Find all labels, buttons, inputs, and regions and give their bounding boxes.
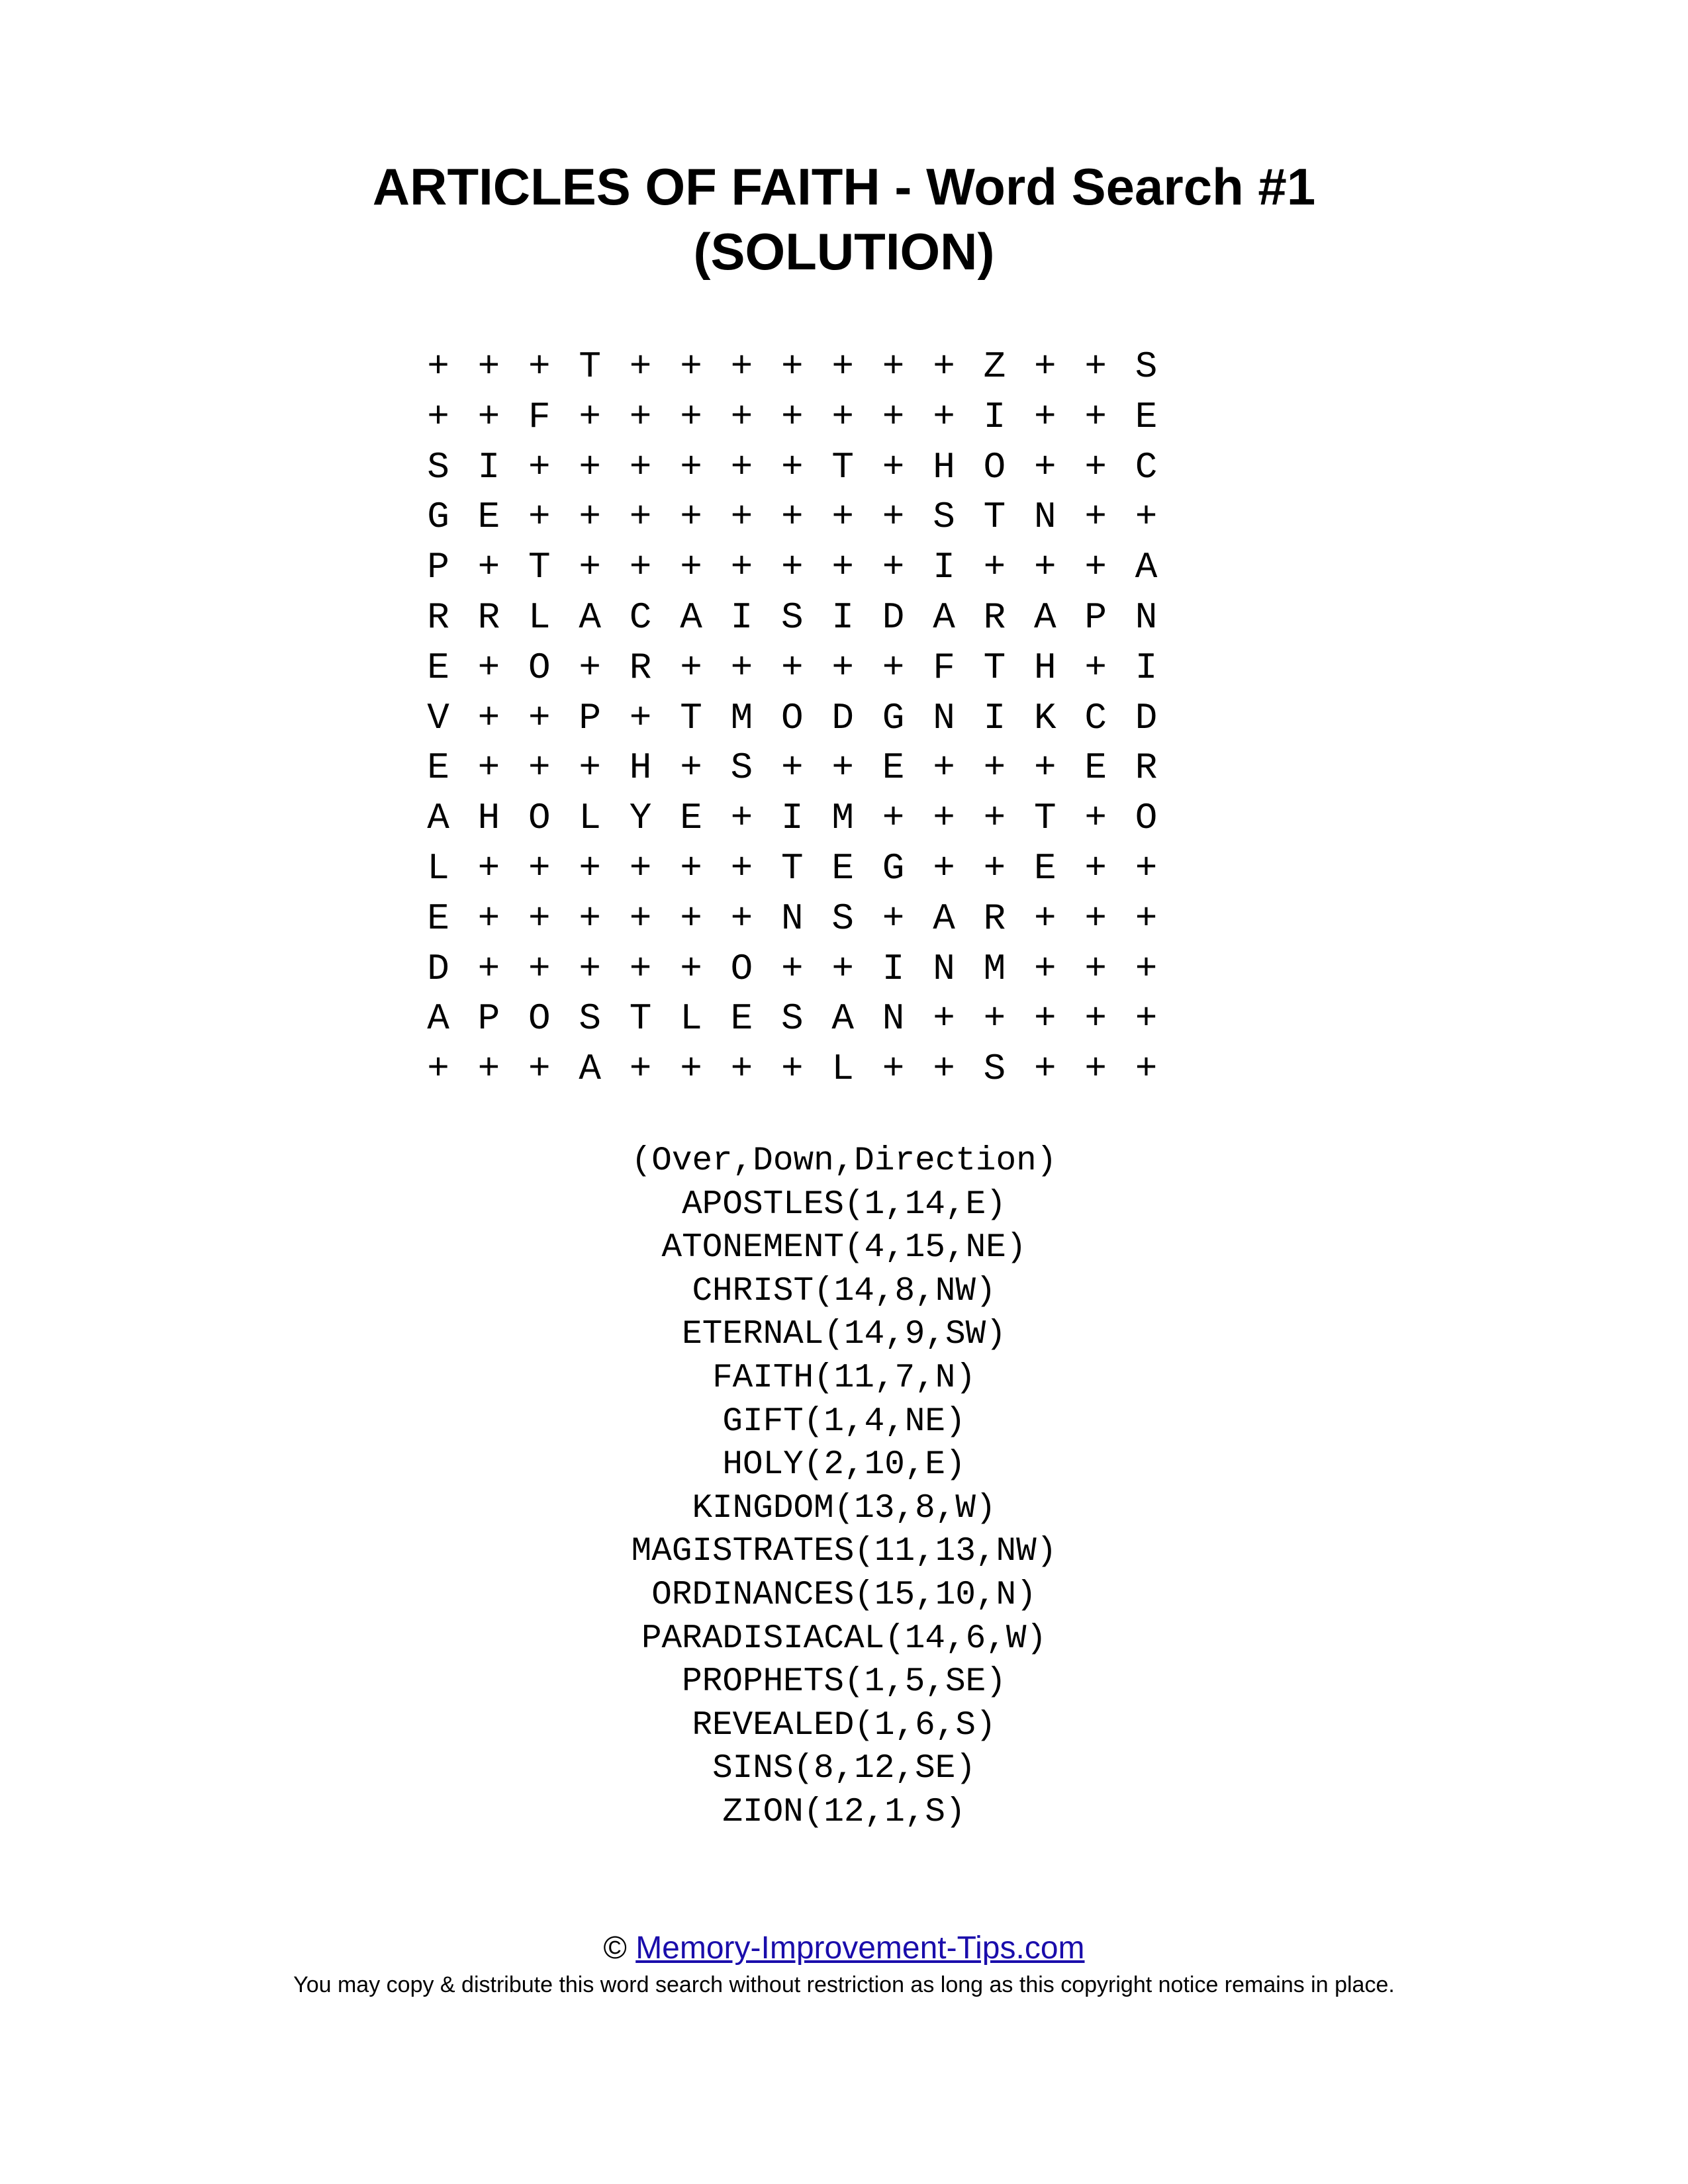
grid-cell: + — [477, 546, 500, 589]
grid-cell: R — [629, 646, 652, 689]
answer-item: REVEALED(1,6,S) — [692, 1706, 996, 1745]
grid-cell: + — [528, 345, 551, 388]
grid-cell: + — [528, 747, 551, 790]
grid-cell: H — [933, 445, 955, 488]
grid-cell: + — [528, 496, 551, 539]
grid-cell: O — [730, 947, 753, 990]
grid-cell: T — [1033, 797, 1056, 840]
grid-cell: + — [629, 947, 652, 990]
grid-cell: + — [1033, 445, 1056, 488]
grid-cell: + — [882, 646, 905, 689]
answer-key-header: (Over,Down,Direction) — [631, 1142, 1057, 1180]
grid-cell: H — [477, 797, 500, 840]
grid-cell: D — [1135, 696, 1158, 739]
answer-item: APOSTLES(1,14,E) — [682, 1185, 1006, 1224]
grid-cell: + — [680, 445, 702, 488]
grid-cell: Z — [983, 345, 1006, 388]
grid-cell: + — [882, 797, 905, 840]
grid-cell: I — [831, 596, 854, 639]
grid-cell: + — [629, 696, 652, 739]
grid-cell: P — [477, 997, 500, 1040]
grid-cell: + — [933, 395, 955, 438]
grid-cell: + — [730, 496, 753, 539]
grid-cell: + — [528, 847, 551, 889]
grid-cell: + — [427, 345, 449, 388]
grid-cell: + — [477, 696, 500, 739]
answer-item: ATONEMENT(4,15,NE) — [661, 1229, 1027, 1267]
grid-cell: D — [882, 596, 905, 639]
grid-cell: T — [680, 696, 702, 739]
grid-cell: C — [1135, 445, 1158, 488]
grid-cell: + — [730, 897, 753, 940]
website-link[interactable]: Memory-Improvement-Tips.com — [635, 1931, 1085, 1966]
grid-cell: + — [882, 1048, 905, 1091]
grid-cell: + — [477, 747, 500, 790]
grid-cell: S — [579, 997, 601, 1040]
grid-cell: A — [1135, 546, 1158, 589]
grid-cell: + — [477, 847, 500, 889]
grid-cell: + — [1033, 747, 1056, 790]
grid-cell: O — [528, 646, 551, 689]
grid-cell: A — [427, 997, 449, 1040]
grid-cell: + — [933, 797, 955, 840]
grid-cell: + — [831, 395, 854, 438]
grid-cell: O — [983, 445, 1006, 488]
grid-cell: R — [983, 596, 1006, 639]
grid-cell: R — [983, 897, 1006, 940]
grid-cell: T — [983, 646, 1006, 689]
grid-cell: + — [1135, 496, 1158, 539]
grid-cell: O — [780, 696, 804, 739]
grid-cell: E — [427, 747, 449, 790]
grid-cell: + — [983, 997, 1006, 1040]
grid-cell: + — [477, 646, 500, 689]
grid-cell: I — [882, 947, 905, 990]
grid-cell: + — [1135, 1048, 1158, 1091]
grid-cell: + — [730, 445, 753, 488]
grid-cell: A — [831, 997, 854, 1040]
grid-cell: + — [579, 646, 601, 689]
grid-cell: A — [933, 596, 955, 639]
grid-cell: E — [831, 847, 854, 889]
grid-cell: + — [629, 1048, 652, 1091]
grid-cell: + — [1084, 1048, 1107, 1091]
grid-cell: + — [1084, 947, 1107, 990]
grid-cell: + — [1033, 897, 1056, 940]
answer-item: PARADISIACAL(14,6,W) — [641, 1619, 1047, 1658]
grid-cell: T — [983, 496, 1006, 539]
grid-cell: I — [1135, 646, 1158, 689]
grid-cell: + — [680, 395, 702, 438]
answer-item: MAGISTRATES(11,13,NW) — [631, 1533, 1057, 1571]
answer-item: ZION(12,1,S) — [722, 1793, 966, 1831]
answer-item: CHRIST(14,8,NW) — [692, 1272, 996, 1310]
grid-cell: + — [1084, 546, 1107, 589]
grid-cell: Y — [629, 797, 652, 840]
grid-cell: + — [730, 546, 753, 589]
grid-cell: P — [427, 546, 449, 589]
grid-cell: + — [780, 1048, 804, 1091]
grid-cell: S — [1135, 345, 1158, 388]
grid-cell: I — [780, 797, 804, 840]
grid-cell: E — [1084, 747, 1107, 790]
grid-cell: + — [1135, 847, 1158, 889]
grid-cell: + — [1135, 997, 1158, 1040]
grid-cell: G — [882, 847, 905, 889]
grid-cell: C — [629, 596, 652, 639]
grid-cell: S — [730, 747, 753, 790]
grid-cell: + — [983, 546, 1006, 589]
grid-cell: + — [528, 897, 551, 940]
grid-cell: + — [680, 546, 702, 589]
grid-cell: + — [1084, 496, 1107, 539]
grid-cell: + — [579, 496, 601, 539]
grid-cell: + — [831, 496, 854, 539]
grid-cell: + — [1084, 646, 1107, 689]
grid-cell: + — [629, 496, 652, 539]
grid-cell: + — [730, 797, 753, 840]
grid-cell: + — [933, 747, 955, 790]
grid-cell: S — [831, 897, 854, 940]
grid-cell: + — [528, 947, 551, 990]
grid-cell: + — [831, 546, 854, 589]
grid-cell: R — [1135, 747, 1158, 790]
grid-cell: + — [1135, 947, 1158, 990]
grid-cell: + — [1084, 997, 1107, 1040]
grid-cell: + — [579, 747, 601, 790]
grid-cell: S — [780, 596, 804, 639]
answer-item: PROPHETS(1,5,SE) — [682, 1663, 1006, 1702]
grid-cell: + — [579, 546, 601, 589]
grid-cell: + — [882, 897, 905, 940]
grid-cell: V — [427, 696, 449, 739]
grid-cell: K — [1033, 696, 1056, 739]
grid-cell: G — [427, 496, 449, 539]
grid-cell: R — [427, 596, 449, 639]
grid-cell: + — [983, 797, 1006, 840]
grid-cell: + — [882, 546, 905, 589]
grid-cell: S — [983, 1048, 1006, 1091]
grid-cell: + — [933, 847, 955, 889]
answer-item: FAITH(11,7,N) — [712, 1359, 976, 1397]
grid-cell: O — [528, 797, 551, 840]
grid-cell: F — [933, 646, 955, 689]
grid-cell: + — [831, 646, 854, 689]
grid-cell: + — [933, 997, 955, 1040]
grid-cell: + — [780, 646, 804, 689]
grid-cell: N — [1033, 496, 1056, 539]
grid-cell: M — [983, 947, 1006, 990]
grid-cell: + — [1084, 395, 1107, 438]
grid-cell: O — [528, 997, 551, 1040]
grid-cell: A — [579, 1048, 601, 1091]
copyright-line — [0, 1929, 1688, 1968]
grid-cell: + — [477, 897, 500, 940]
grid-cell: L — [579, 797, 601, 840]
answer-key — [0, 1140, 1688, 1835]
grid-cell: + — [680, 646, 702, 689]
grid-cell: A — [933, 897, 955, 940]
grid-cell: E — [730, 997, 753, 1040]
grid-cell: + — [629, 897, 652, 940]
grid-cell: + — [477, 1048, 500, 1091]
grid-cell: N — [780, 897, 804, 940]
grid-cell: I — [983, 696, 1006, 739]
grid-cell: + — [780, 747, 804, 790]
page-title: ARTICLES OF FAITH - Word Search #1 — [372, 158, 1316, 216]
grid-cell: + — [629, 345, 652, 388]
grid-cell: F — [528, 395, 551, 438]
grid-cell: + — [579, 445, 601, 488]
grid-cell: N — [1135, 596, 1158, 639]
grid-cell: + — [579, 897, 601, 940]
grid-cell: + — [477, 345, 500, 388]
grid-cell: D — [831, 696, 854, 739]
grid-cell: E — [1135, 395, 1158, 438]
grid-cell: L — [427, 847, 449, 889]
grid-cell: + — [680, 947, 702, 990]
grid-cell: + — [831, 747, 854, 790]
grid-cell: T — [528, 546, 551, 589]
grid-cell: + — [477, 395, 500, 438]
grid-cell: + — [1135, 897, 1158, 940]
grid-cell: A — [680, 596, 702, 639]
grid-cell: H — [629, 747, 652, 790]
grid-cell: E — [680, 797, 702, 840]
grid-cell: + — [1084, 445, 1107, 488]
grid-cell: T — [831, 445, 854, 488]
grid-cell: I — [933, 546, 955, 589]
grid-cell: + — [780, 395, 804, 438]
grid-cell: T — [629, 997, 652, 1040]
grid-cell: + — [1033, 395, 1056, 438]
grid-cell: + — [1084, 897, 1107, 940]
grid-cell: E — [427, 646, 449, 689]
grid-cell: + — [579, 947, 601, 990]
grid-cell: + — [882, 496, 905, 539]
grid-cell: + — [427, 1048, 449, 1091]
grid-cell: E — [427, 897, 449, 940]
grid-cell: + — [1033, 546, 1056, 589]
grid-cell: H — [1033, 646, 1056, 689]
grid-cell: S — [780, 997, 804, 1040]
grid-cell: + — [780, 445, 804, 488]
grid-cell: + — [528, 696, 551, 739]
grid-cell: + — [882, 395, 905, 438]
copyright-notice: You may copy & distribute this word search without restriction as long as this copyright notice remains in place. — [293, 1972, 1395, 1997]
grid-cell: + — [730, 1048, 753, 1091]
grid-cell: I — [730, 596, 753, 639]
grid-cell: + — [780, 345, 804, 388]
grid-cell: + — [831, 947, 854, 990]
grid-cell: + — [629, 847, 652, 889]
grid-cell: + — [680, 847, 702, 889]
grid-cell: + — [933, 1048, 955, 1091]
grid-cell: + — [629, 395, 652, 438]
grid-cell: + — [1033, 1048, 1056, 1091]
grid-cell: + — [579, 395, 601, 438]
grid-cell: T — [579, 345, 601, 388]
grid-cell: I — [983, 395, 1006, 438]
grid-cell: + — [1033, 345, 1056, 388]
grid-cell: + — [730, 345, 753, 388]
grid-cell: N — [933, 947, 955, 990]
answer-item: SINS(8,12,SE) — [712, 1750, 976, 1788]
grid-cell: M — [730, 696, 753, 739]
grid-cell: E — [882, 747, 905, 790]
grid-cell: N — [882, 997, 905, 1040]
grid-cell: + — [780, 947, 804, 990]
grid-cell: + — [629, 546, 652, 589]
grid-cell: A — [427, 797, 449, 840]
grid-cell: + — [477, 947, 500, 990]
grid-cell: + — [780, 496, 804, 539]
grid-cell: S — [933, 496, 955, 539]
grid-cell: L — [831, 1048, 854, 1091]
grid-cell: C — [1084, 696, 1107, 739]
grid-cell: E — [1033, 847, 1056, 889]
grid-cell: + — [1084, 345, 1107, 388]
grid-cell: + — [831, 345, 854, 388]
grid-cell: + — [780, 546, 804, 589]
answer-item: ORDINANCES(15,10,N) — [651, 1576, 1037, 1614]
grid-cell: M — [831, 797, 854, 840]
grid-cell: + — [629, 445, 652, 488]
grid-cell: + — [1084, 847, 1107, 889]
grid-cell: T — [780, 847, 804, 889]
copyright-symbol: © — [603, 1931, 627, 1966]
grid-cell: N — [933, 696, 955, 739]
grid-cell: R — [477, 596, 500, 639]
grid-cell: + — [730, 395, 753, 438]
grid-cell: + — [680, 345, 702, 388]
grid-cell: + — [1033, 947, 1056, 990]
grid-cell: D — [427, 947, 449, 990]
grid-cell: P — [1084, 596, 1107, 639]
grid-cell: + — [427, 395, 449, 438]
grid-cell: L — [528, 596, 551, 639]
grid-cell: + — [680, 496, 702, 539]
grid-cell: + — [882, 345, 905, 388]
grid-cell: A — [1033, 596, 1056, 639]
grid-cell: + — [730, 847, 753, 889]
grid-cell: P — [579, 696, 601, 739]
grid-cell: I — [477, 445, 500, 488]
grid-cell: + — [983, 847, 1006, 889]
grid-cell: + — [579, 847, 601, 889]
grid-cell: + — [882, 445, 905, 488]
grid-cell: E — [477, 496, 500, 539]
grid-cell: + — [680, 1048, 702, 1091]
grid-cell: + — [1084, 797, 1107, 840]
grid-cell: + — [528, 1048, 551, 1091]
grid-cell: + — [730, 646, 753, 689]
grid-cell: + — [680, 897, 702, 940]
answer-item: GIFT(1,4,NE) — [722, 1402, 966, 1441]
page-subtitle: (SOLUTION) — [693, 222, 995, 281]
answer-item: ETERNAL(14,9,SW) — [682, 1316, 1006, 1354]
grid-cell: + — [1033, 997, 1056, 1040]
grid-cell: L — [680, 997, 702, 1040]
answer-item: KINGDOM(13,8,W) — [692, 1489, 996, 1527]
grid-cell: + — [933, 345, 955, 388]
grid-cell: A — [579, 596, 601, 639]
grid-cell: G — [882, 696, 905, 739]
grid-cell: + — [983, 747, 1006, 790]
grid-cell: + — [528, 445, 551, 488]
grid-cell: O — [1135, 797, 1158, 840]
answer-item: HOLY(2,10,E) — [722, 1446, 966, 1484]
grid-cell: S — [427, 445, 449, 488]
grid-cell: + — [680, 747, 702, 790]
